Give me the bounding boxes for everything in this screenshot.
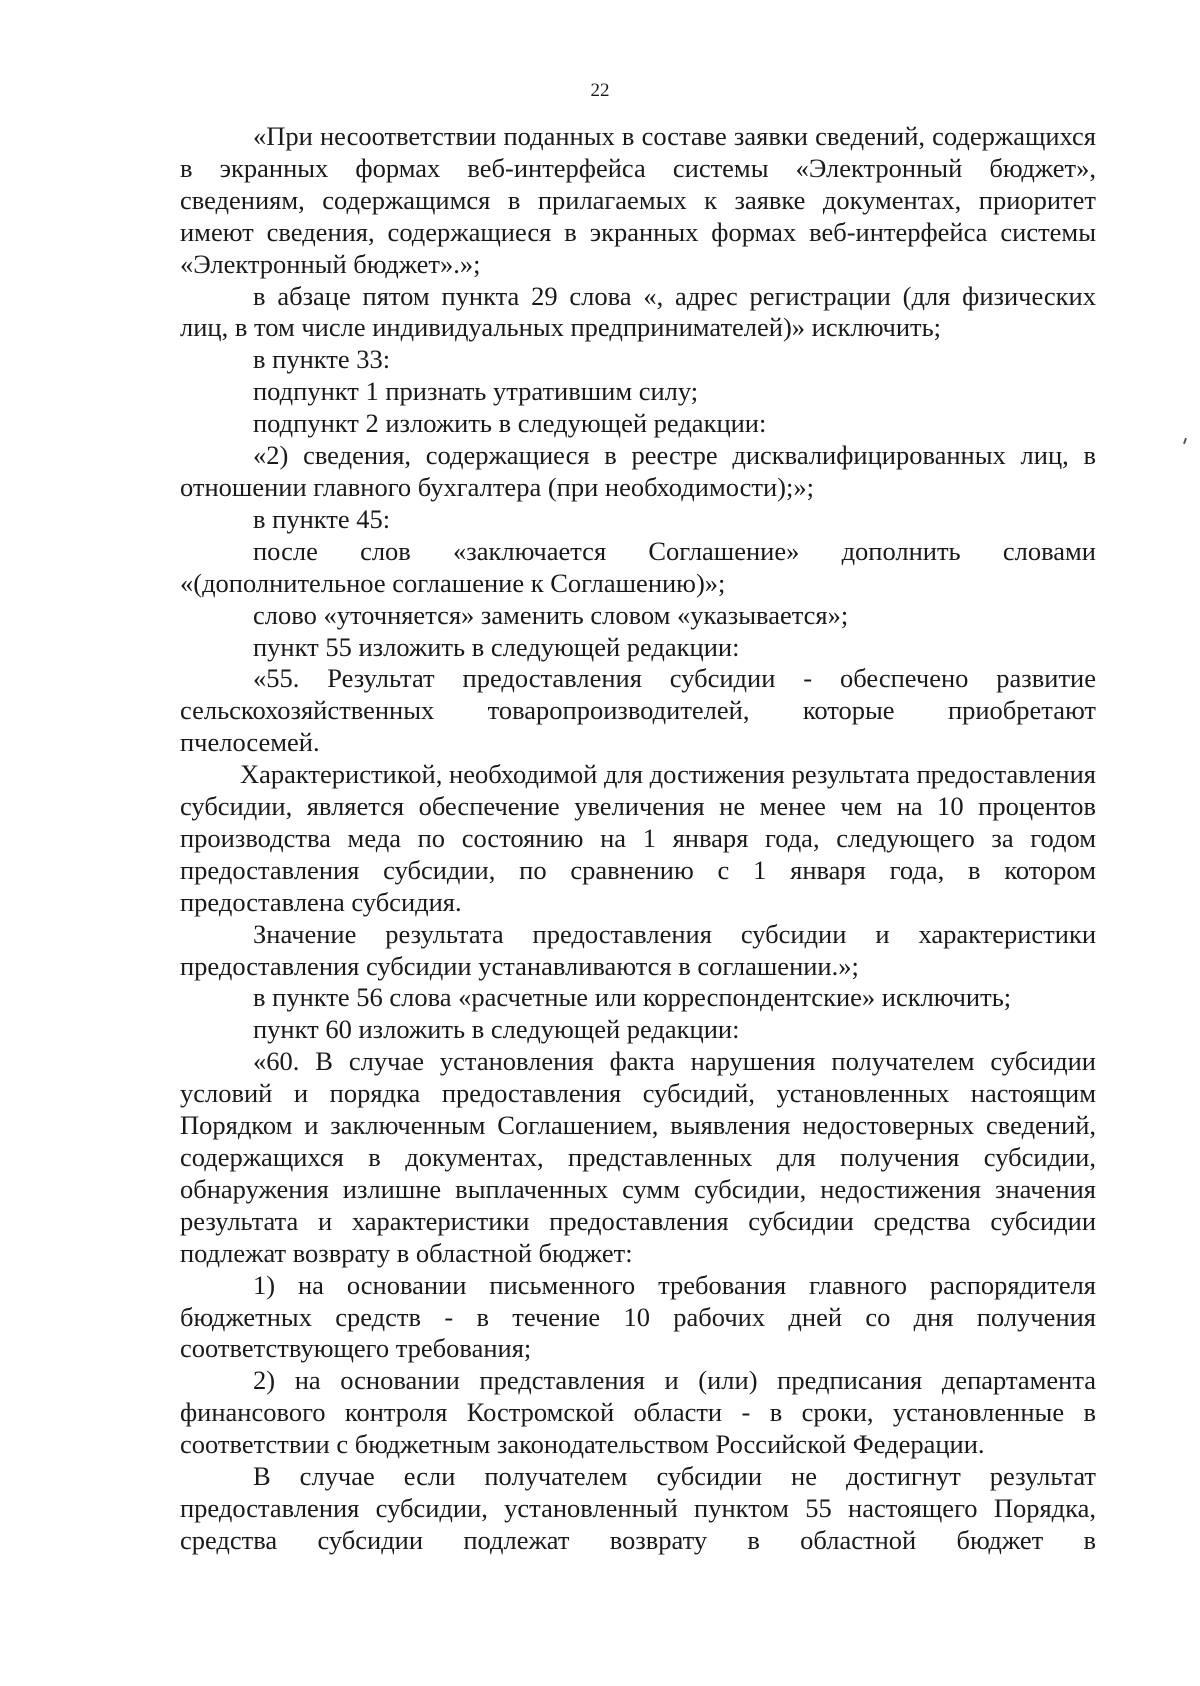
paragraph-item-56: в пункте 56 слова «расчетные или корреспондентские» исключить;: [253, 982, 1012, 1013]
paragraph-item-33: в пункте 33:: [253, 344, 391, 375]
paragraph-item-55: пункт 55 изложить в следующей редакции:: [253, 631, 740, 662]
paragraph-quote-item-60: «60. В случае установления факта нарушения получателем субсидии условий и порядка предоставления субсидий, установленных настоящим Порядком и заключенным Соглашением, выявления недостоверных сведений, содержащихся в документах, представленных для получения субсидии, обнаружения излишне выплаченных сумм субсидии, недостижения значения результата и характеристики предоставления субсидии средства субсидии подлежат возврату в областной бюджет:: [180, 1046, 1096, 1268]
paragraph-item-60: пункт 60 изложить в следующей редакции:: [253, 1014, 740, 1045]
paragraph-quote-subitem-2: «2) сведения, содержащиеся в реестре дисквалифицированных лиц, в отношении главного бухгалтера (при необходимости);»;: [180, 440, 1096, 502]
paragraph-item-45: в пункте 45:: [253, 503, 391, 534]
paragraph-return-option-2: 2) на основании представления и (или) предписания департамента финансового контроля Костромской области - в сроки, установленные в соответствии с бюджетным законодательством Российской Федерации.: [180, 1365, 1096, 1460]
paragraph-word-replace: слово «уточняется» заменить словом «указывается»;: [253, 599, 849, 630]
page-number: 22: [590, 80, 610, 101]
paragraph-subitem-2: подпункт 2 изложить в следующей редакции:: [253, 408, 767, 439]
paragraph-quote-item-55: «55. Результат предоставления субсидии - обеспечено развитие сельскохозяйственных товаропроизводителей, которые приобретают пчелосемей.: [180, 663, 1096, 758]
paragraph-after-words: после слов «заключается Соглашение» дополнить словами «(дополнительное соглашение к Соглашению)»;: [180, 535, 1096, 598]
paragraph-quote-electronic-budget: «При несоответствии поданных в составе заявки сведений, содержащихся в экранных формах веб-интерфейса системы «Электронный бюджет», сведениям, содержащимся в прилагаемых к заявке документах, приоритет имеют сведения, содержащиеся в экранных формах веб-интерфейса системы «Электронный бюджет».»;: [180, 121, 1096, 279]
paragraph-result-value: Значение результата предоставления субсидии и характеристики предоставления субсидии устанавливаются в соглашении.»;: [180, 918, 1096, 981]
paragraph-result-not-achieved: В случае если получателем субсидии не достигнут результат предоставления субсидии, установленный пунктом 55 настоящего Порядка, средства субсидии подлежат возврату в областной бюджет в: [180, 1461, 1096, 1555]
paragraph-return-option-1: 1) на основании письменного требования главного распорядителя бюджетных средств - в течение 10 рабочих дней со дня получения соответствующего требования;: [180, 1269, 1096, 1364]
paragraph-item-29: в абзаце пятом пункта 29 слова «, адрес регистрации (для физических лиц, в том числе индивидуальных предпринимателей)» исключить;: [180, 280, 1096, 343]
scan-speck: [1183, 438, 1187, 444]
document-body: [180, 121, 1096, 1557]
paragraph-characteristic: Характеристикой, необходимой для достижения результата предоставления субсидии, является обеспечение увеличения не менее чем на 10 процентов производства меда по состоянию на 1 января года, следующего за годом предоставления субсидии, по сравнению с 1 января года, в котором предоставлена субсидия.: [180, 759, 1096, 917]
paragraph-subitem-1: подпункт 1 признать утратившим силу;: [253, 376, 699, 407]
